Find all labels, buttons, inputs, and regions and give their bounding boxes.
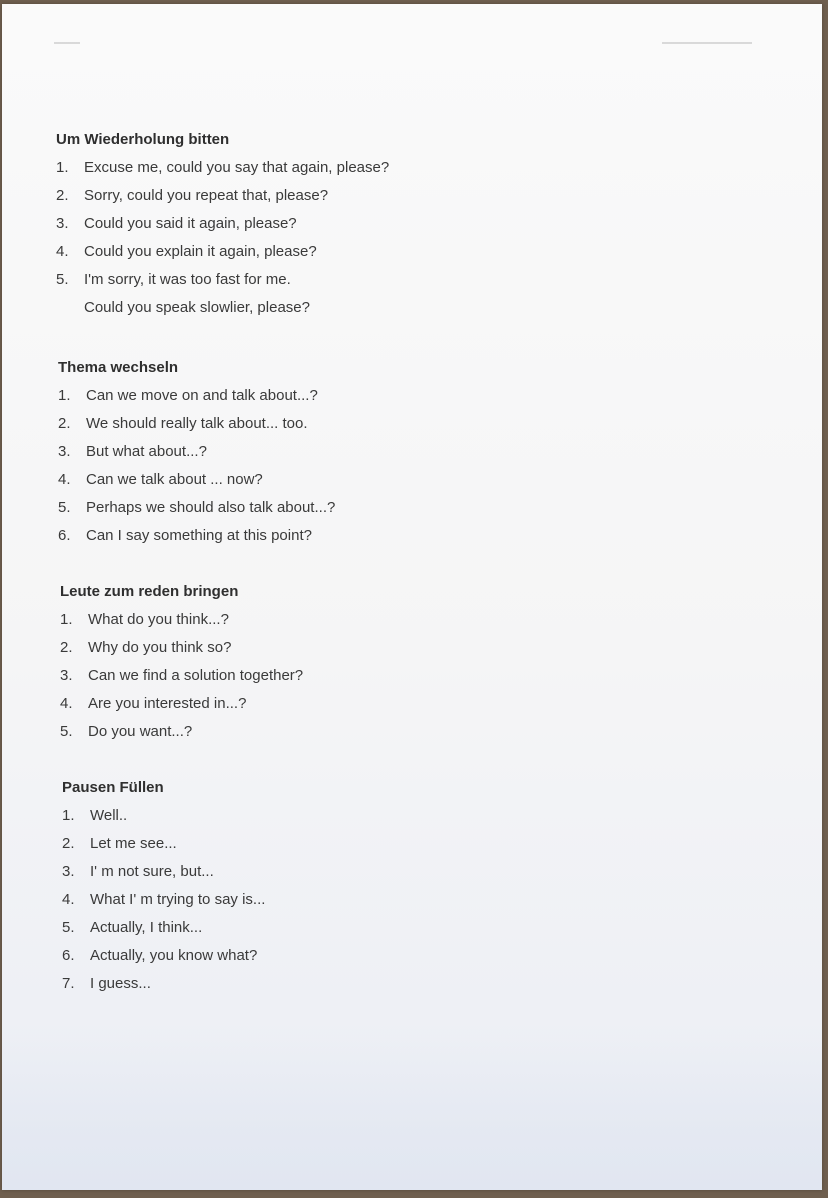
item-number: 1. xyxy=(56,159,69,176)
list-item xyxy=(62,862,265,890)
list-item xyxy=(60,610,303,638)
list-item xyxy=(58,470,335,498)
list-item xyxy=(58,526,335,554)
item-text: Let me see... xyxy=(90,835,177,852)
item-number: 7. xyxy=(62,975,75,992)
item-number: 1. xyxy=(58,387,71,404)
item-text: Can we find a solution together? xyxy=(88,667,304,684)
document-page xyxy=(2,4,822,1190)
item-number: 2. xyxy=(62,835,75,852)
item-number: 6. xyxy=(58,527,71,544)
list-item xyxy=(62,946,265,974)
item-text: Could you speak slowlier, please? xyxy=(84,299,310,316)
item-number: 5. xyxy=(62,919,75,936)
top-left-mark xyxy=(54,42,80,44)
item-number: 5. xyxy=(60,723,73,740)
top-right-mark xyxy=(662,42,752,44)
list-item xyxy=(60,666,303,694)
list-item xyxy=(56,270,389,298)
paper-shadow xyxy=(2,1040,822,1190)
list-item xyxy=(60,694,303,722)
item-number: 1. xyxy=(62,807,75,824)
item-number xyxy=(56,298,84,326)
item-number: 4. xyxy=(62,891,75,908)
item-text: But what about...? xyxy=(86,443,207,460)
item-text: We should really talk about... too. xyxy=(86,415,308,432)
section-title: Pausen Füllen xyxy=(62,779,164,796)
item-text: Can I say something at this point? xyxy=(86,527,312,544)
item-number: 4. xyxy=(56,243,69,260)
list-item xyxy=(62,834,265,862)
list-item xyxy=(56,186,389,214)
item-text: Can we talk about ... now? xyxy=(86,471,263,488)
item-text: Can we move on and talk about...? xyxy=(86,387,318,404)
item-text: I' m not sure, but... xyxy=(90,863,214,880)
item-text: Do you want...? xyxy=(88,723,193,740)
item-text: Actually, I think... xyxy=(90,919,203,936)
item-number: 4. xyxy=(58,471,71,488)
item-number: 2. xyxy=(56,187,69,204)
item-text: Actually, you know what? xyxy=(90,947,258,964)
section-title: Leute zum reden bringen xyxy=(60,583,239,600)
item-text: Why do you think so? xyxy=(88,639,232,656)
item-text: Could you explain it again, please? xyxy=(84,243,317,260)
section-change-topic xyxy=(58,358,335,554)
item-number: 3. xyxy=(62,863,75,880)
section-repeat-request xyxy=(56,130,389,326)
item-number: 4. xyxy=(60,695,73,712)
item-text: Perhaps we should also talk about...? xyxy=(86,499,336,516)
item-text: Well.. xyxy=(90,807,128,824)
list-item xyxy=(62,974,265,1002)
list-item xyxy=(62,806,265,834)
item-text: Are you interested in...? xyxy=(88,695,247,712)
item-text: What do you think...? xyxy=(88,611,229,628)
item-number: 2. xyxy=(60,639,73,656)
list-item xyxy=(58,414,335,442)
section-fill-pauses xyxy=(62,778,265,1002)
list-item xyxy=(62,918,265,946)
item-text: I'm sorry, it was too fast for me. xyxy=(84,271,291,288)
section-get-people-talking xyxy=(60,582,303,750)
list-item xyxy=(56,158,389,186)
list-item xyxy=(56,214,389,242)
item-text: Sorry, could you repeat that, please? xyxy=(84,187,329,204)
list-item xyxy=(60,722,303,750)
list-item xyxy=(56,242,389,270)
list-item xyxy=(58,442,335,470)
item-number: 3. xyxy=(60,667,73,684)
section-title: Um Wiederholung bitten xyxy=(56,131,230,148)
list-item xyxy=(58,498,335,526)
item-text: Excuse me, could you say that again, please? xyxy=(84,159,390,176)
list-item xyxy=(58,386,335,414)
item-number: 2. xyxy=(58,415,71,432)
item-number: 3. xyxy=(58,443,71,460)
item-number: 1. xyxy=(60,611,73,628)
item-text: What I' m trying to say is... xyxy=(90,891,266,908)
item-number: 5. xyxy=(58,499,71,516)
item-number: 5. xyxy=(56,271,69,288)
item-number: 6. xyxy=(62,947,75,964)
item-text: Could you said it again, please? xyxy=(84,215,297,232)
list-item xyxy=(60,638,303,666)
item-number: 3. xyxy=(56,215,69,232)
section-title: Thema wechseln xyxy=(58,359,179,376)
item-text: I guess... xyxy=(90,975,151,992)
list-item xyxy=(62,890,265,918)
list-item-continuation xyxy=(56,298,389,326)
